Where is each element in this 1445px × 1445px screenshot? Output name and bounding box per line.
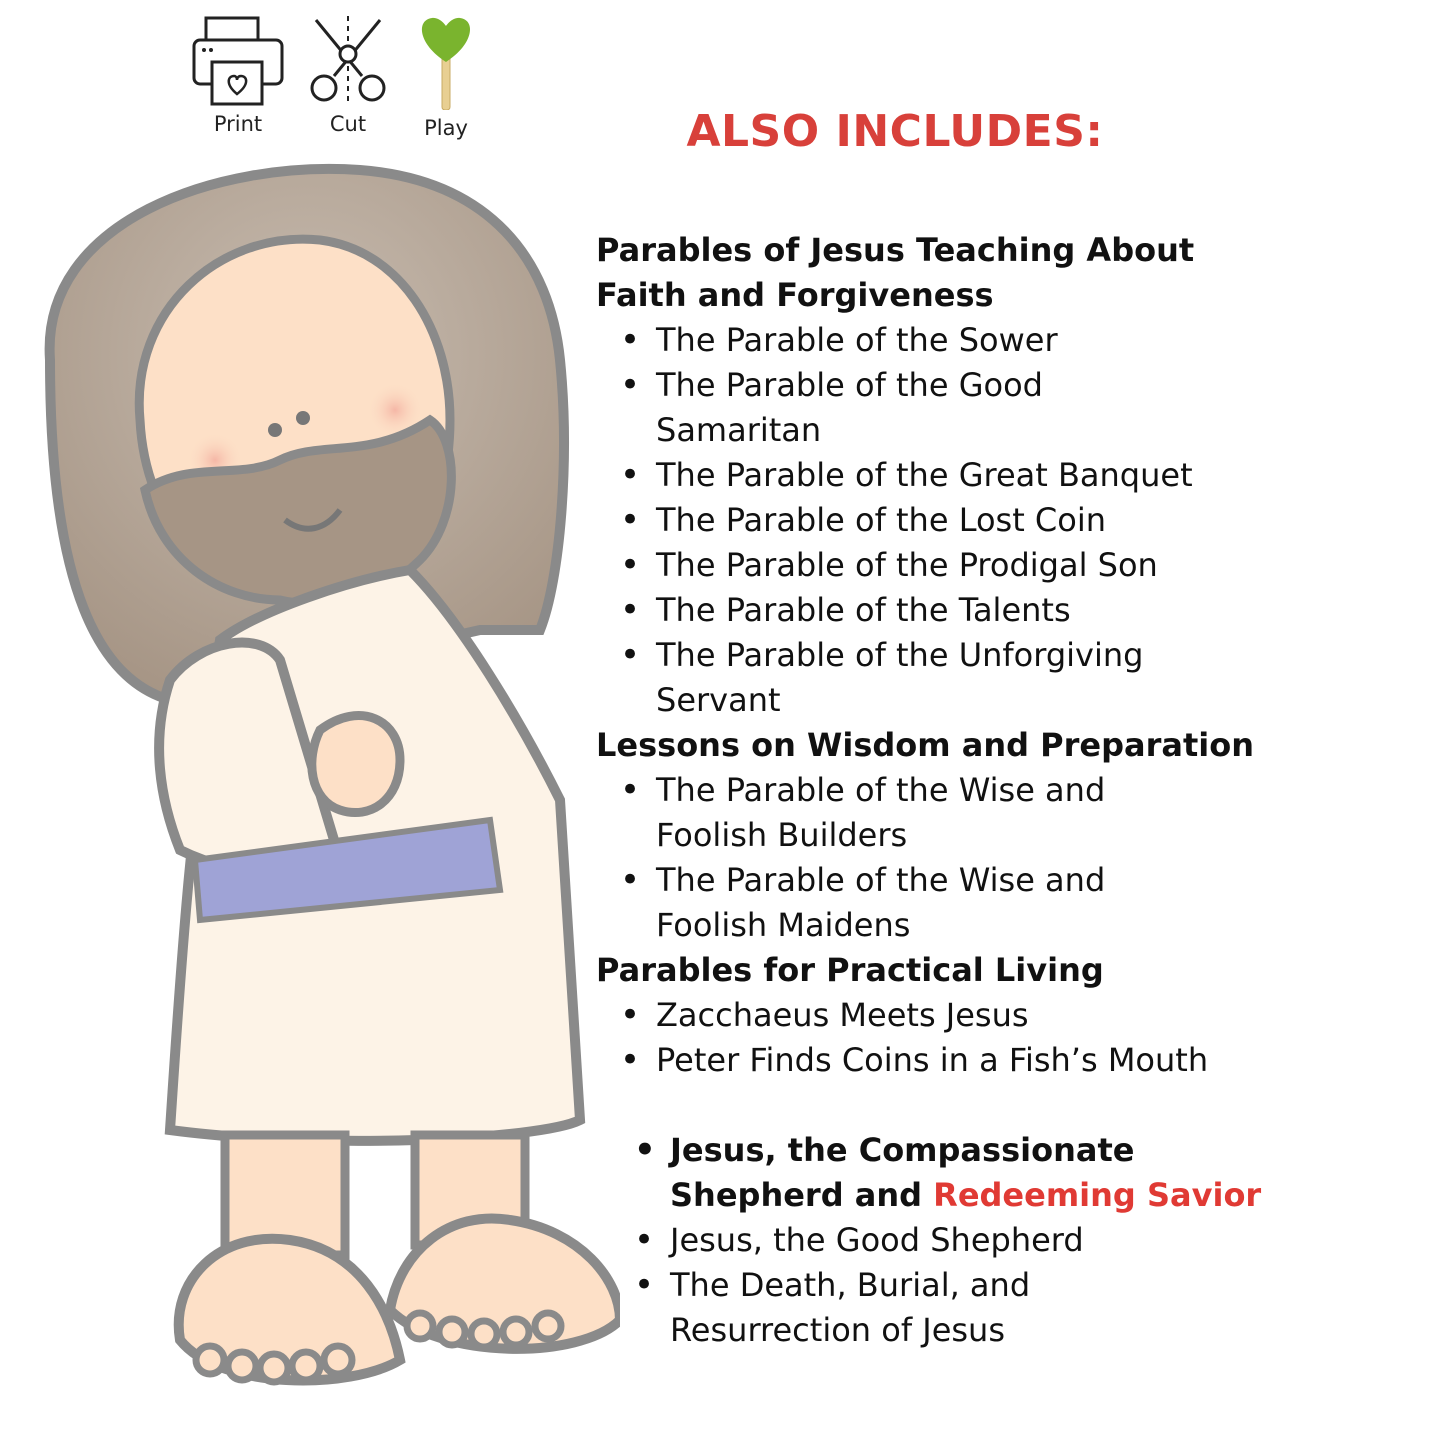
play-label: Play [424, 116, 468, 140]
list-item: • The Parable of the Good Samaritan [596, 363, 1416, 453]
list-item-compassionate-shepherd: • Jesus, the Compassionate Shepherd and Redeeming Savior [610, 1128, 1410, 1218]
cut-cell [302, 14, 394, 136]
faith-parables-list [596, 318, 1416, 723]
section-title-practical: Parables for Practical Living [596, 951, 1104, 989]
print-cell [190, 14, 286, 136]
list-item: • The Parable of the Unforgiving Servant [596, 633, 1416, 723]
extra-list [610, 1128, 1410, 1353]
printer-icon [190, 14, 286, 106]
jesus-illustration [20, 160, 620, 1400]
section-title-faith-line2: Faith and Forgiveness [596, 276, 994, 314]
list-item: • The Death, Burial, and Resurrection of Jesus [610, 1263, 1410, 1353]
list-item: • The Parable of the Talents [596, 588, 1416, 633]
list-item: • The Parable of the Prodigal Son [596, 543, 1416, 588]
list-item: • Zacchaeus Meets Jesus [596, 993, 1416, 1038]
scissors-icon [302, 14, 394, 106]
list-item: • Jesus, the Good Shepherd [610, 1218, 1410, 1263]
cut-label: Cut [329, 112, 367, 136]
section-title-wisdom: Lessons on Wisdom and Preparation [596, 726, 1254, 764]
print-label: Print [213, 112, 263, 136]
list-item: • The Parable of the Sower [596, 318, 1416, 363]
play-cell [410, 14, 482, 140]
includes-list [596, 228, 1416, 1083]
list-item: • The Parable of the Great Banquet [596, 453, 1416, 498]
list-item: • The Parable of the Wise and Foolish Builders [596, 768, 1416, 858]
section-title-faith: Parables of Jesus Teaching About [596, 231, 1195, 269]
list-item: • Peter Finds Coins in a Fish’s Mouth [596, 1038, 1416, 1083]
list-item: • The Parable of the Lost Coin [596, 498, 1416, 543]
activity-icons [180, 14, 500, 164]
redeeming-savior-highlight: Redeeming Savior [933, 1176, 1262, 1214]
heart-stick-icon [410, 14, 482, 110]
practical-parables-list [596, 993, 1416, 1083]
list-item: • The Parable of the Wise and Foolish Maidens [596, 858, 1416, 948]
also-includes-heading: ALSO INCLUDES: [686, 106, 1104, 157]
wisdom-parables-list [596, 768, 1416, 948]
